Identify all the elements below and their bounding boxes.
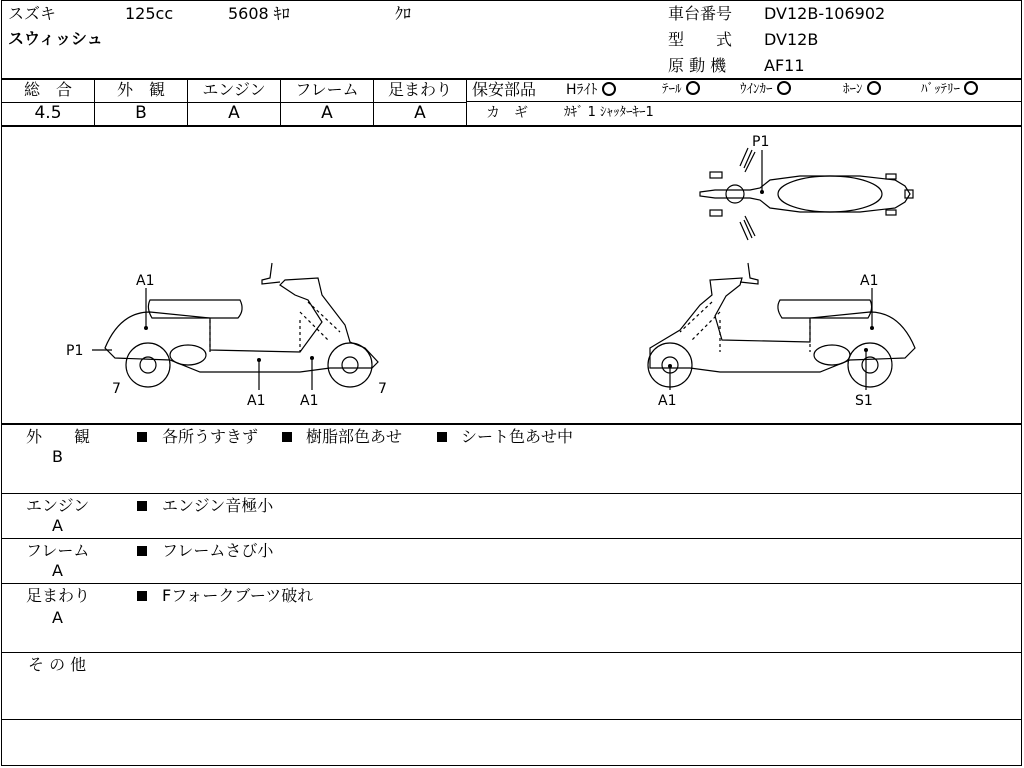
note-exterior-2: 樹脂部色あせ bbox=[306, 427, 403, 446]
mark-left-7a: 7 bbox=[112, 381, 121, 397]
key-label: カ ギ bbox=[486, 105, 528, 121]
notes-suspension-label: 足まわり bbox=[26, 586, 91, 605]
engine-type-value: AF11 bbox=[764, 56, 805, 75]
frame-no: DV12B-106902 bbox=[764, 4, 886, 23]
mark-right-a1-bottom: A1 bbox=[658, 393, 677, 409]
notes-engine-label: エンジン bbox=[26, 496, 90, 515]
notes-frame-grade: A bbox=[52, 561, 63, 580]
mark-right-a1-top: A1 bbox=[860, 273, 879, 289]
mark-left-7b: 7 bbox=[378, 381, 387, 397]
type-label: 型 式 bbox=[668, 30, 733, 49]
notes-suspension-grade: A bbox=[52, 608, 63, 627]
engine-score: A bbox=[228, 103, 240, 123]
note-exterior-1: 各所うすきず bbox=[162, 427, 259, 446]
damage-diagram bbox=[0, 126, 1024, 424]
model-name: スウィッシュ bbox=[8, 29, 103, 48]
note-engine-1: エンジン音極小 bbox=[162, 496, 274, 515]
note-suspension-1: Fフォークブーツ破れ bbox=[162, 586, 314, 605]
maker: スズキ bbox=[8, 4, 57, 23]
exterior-label: 外 観 bbox=[116, 80, 165, 99]
safety-label: 保安部品 bbox=[472, 80, 537, 99]
overall-score: 4.5 bbox=[34, 103, 62, 123]
overall-label: 総 合 bbox=[23, 80, 72, 99]
ok-circle-icon bbox=[686, 81, 700, 95]
mark-top-p1: P1 bbox=[752, 134, 770, 150]
note-frame-1: フレームさび小 bbox=[162, 541, 274, 560]
type-value: DV12B bbox=[764, 30, 819, 49]
engine-type-label: 原 動 機 bbox=[668, 56, 727, 75]
mark-left-a1-top: A1 bbox=[136, 273, 155, 289]
ok-circle-icon bbox=[964, 81, 978, 95]
safety-horn: ﾎｰﾝ bbox=[843, 81, 881, 99]
safety-battery: ﾊﾞｯﾃﾘｰ bbox=[921, 81, 978, 99]
frame-label: フレーム bbox=[295, 80, 359, 99]
notes-engine-grade: A bbox=[52, 516, 63, 535]
frame-no-label: 車台番号 bbox=[668, 4, 733, 23]
scooter-top-view bbox=[700, 148, 913, 240]
ok-circle-icon bbox=[867, 81, 881, 95]
notes-exterior-grade: B bbox=[52, 447, 63, 466]
note-exterior-3: シート色あせ中 bbox=[461, 427, 574, 446]
mark-right-s1: S1 bbox=[855, 393, 873, 409]
safety-tail: ﾃｰﾙ bbox=[662, 81, 700, 99]
safety-winker: ｳｲﾝｶｰ bbox=[740, 81, 791, 99]
mark-left-a1-b2: A1 bbox=[300, 393, 319, 409]
mark-left-a1-b1: A1 bbox=[247, 393, 266, 409]
mileage: 5608 ｷﾛ bbox=[228, 4, 290, 23]
suspension-score: A bbox=[414, 103, 426, 123]
frame-score: A bbox=[321, 103, 333, 123]
mark-left-p1: P1 bbox=[66, 343, 84, 359]
safety-headlight: Hﾗｲﾄ bbox=[566, 81, 616, 99]
displacement: 125cc bbox=[125, 4, 174, 23]
notes-frame-label: フレーム bbox=[26, 541, 90, 560]
ok-circle-icon bbox=[777, 81, 791, 95]
suspension-label: 足まわり bbox=[387, 80, 452, 99]
notes-other-label: そ の 他 bbox=[28, 655, 87, 674]
key-value: ｶｷﾞ 1 ｼｬｯﾀｰｷｰ1 bbox=[564, 105, 654, 120]
engine-label: エンジン bbox=[202, 80, 266, 99]
notes-exterior-label: 外 観 bbox=[26, 427, 91, 446]
ok-circle-icon bbox=[602, 82, 616, 96]
color: ｸﾛ bbox=[395, 4, 412, 23]
exterior-score: B bbox=[135, 103, 147, 123]
